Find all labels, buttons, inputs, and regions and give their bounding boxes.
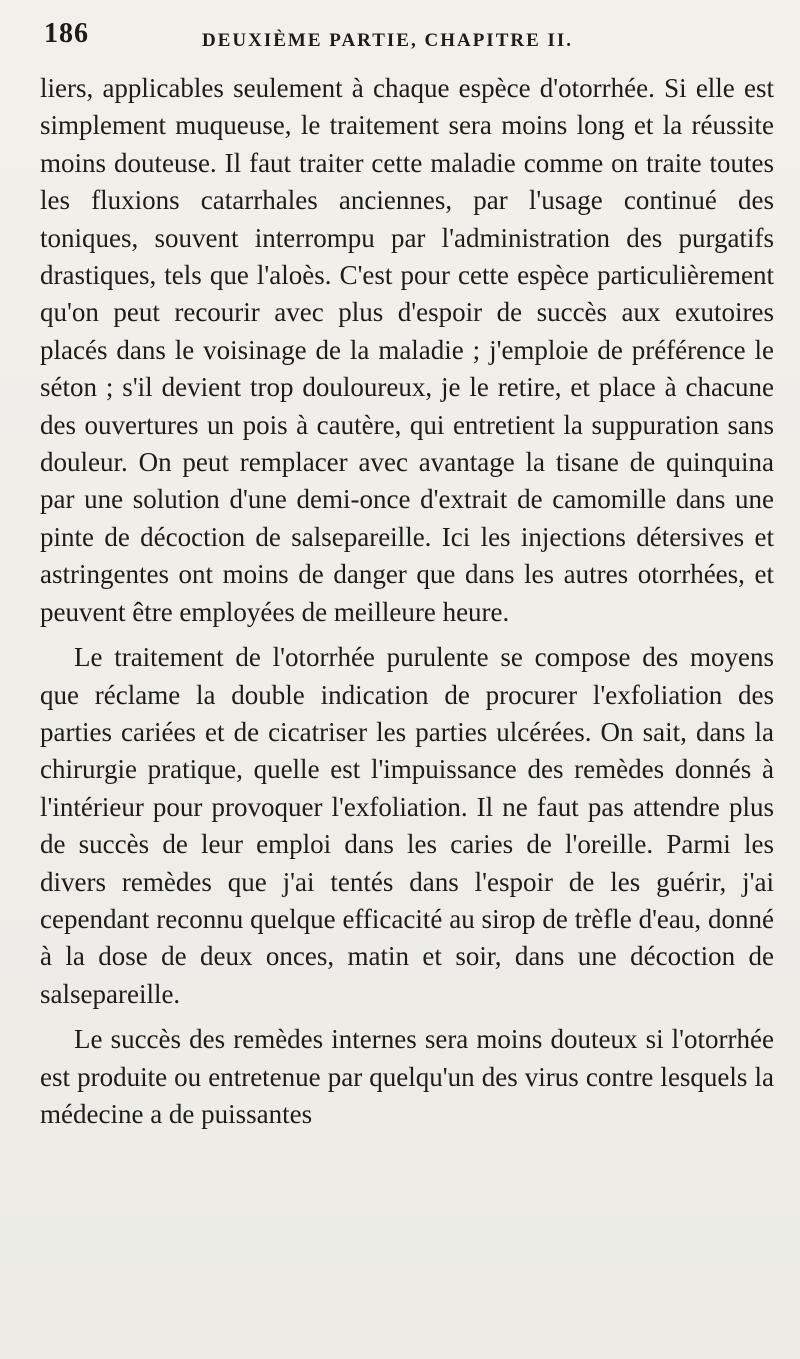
page-number: 186 [44,18,89,49]
page-header [40,0,774,76]
paragraph-continuation: liers, applicables seulement à chaque espèce d'otorrhée. Si elle est simplement muqueuse, le traitement sera moins long et la réussite moins douteuse. Il faut traiter cette maladie comme on traite toutes les fluxions catarrhales anciennes, par l'usage continué des toniques, souvent interrompu par l'administration des purgatifs drastiques, tels que l'aloès. C'est pour cette espèce particulièrement qu'on peut recourir avec plus d'espoir de succès aux exutoires placés dans le voisinage de la maladie ; j'emploie de préférence le séton ; s'il devient trop douloureux, je le retire, et place à chacune des ouvertures un pois à cautère, qui entretient la suppuration sans douleur. On peut remplacer avec avantage la tisane de quinquina par une solution d'une demi-once d'extrait de camomille dans une pinte de décoction de salsepareille. Ici les injections détersives et astringentes ont moins de danger que dans les autres otorrhées, et peuvent être employées de meilleure heure. [40,73,774,627]
paragraph-internal-remedies: Le succès des remèdes internes sera moins douteux si l'otorrhée est produite ou entretenue par quelqu'un des virus contre lesquels la médecine a de puissantes [40,1024,774,1129]
running-head: DEUXIÈME PARTIE, CHAPITRE II. [202,30,574,51]
paragraph-purulent-otorrhea: Le traitement de l'otorrhée purulente se compose des moyens que réclame la double indication de procurer l'exfoliation des parties cariées et de cicatriser les parties ulcérées. On sait, dans la chirurgie pratique, quelle est l'impuissance des remèdes donnés à l'intérieur pour provoquer l'exfoliation. Il ne faut pas attendre plus de succès de leur emploi dans les caries de l'oreille. Parmi les divers remèdes que j'ai tentés dans l'espoir de les guérir, j'ai cependant reconnu quelque efficacité au sirop de trèfle d'eau, donné à la dose de deux onces, matin et soir, dans une décoction de salsepareille. [40,642,774,1009]
body-text [40,70,774,1133]
